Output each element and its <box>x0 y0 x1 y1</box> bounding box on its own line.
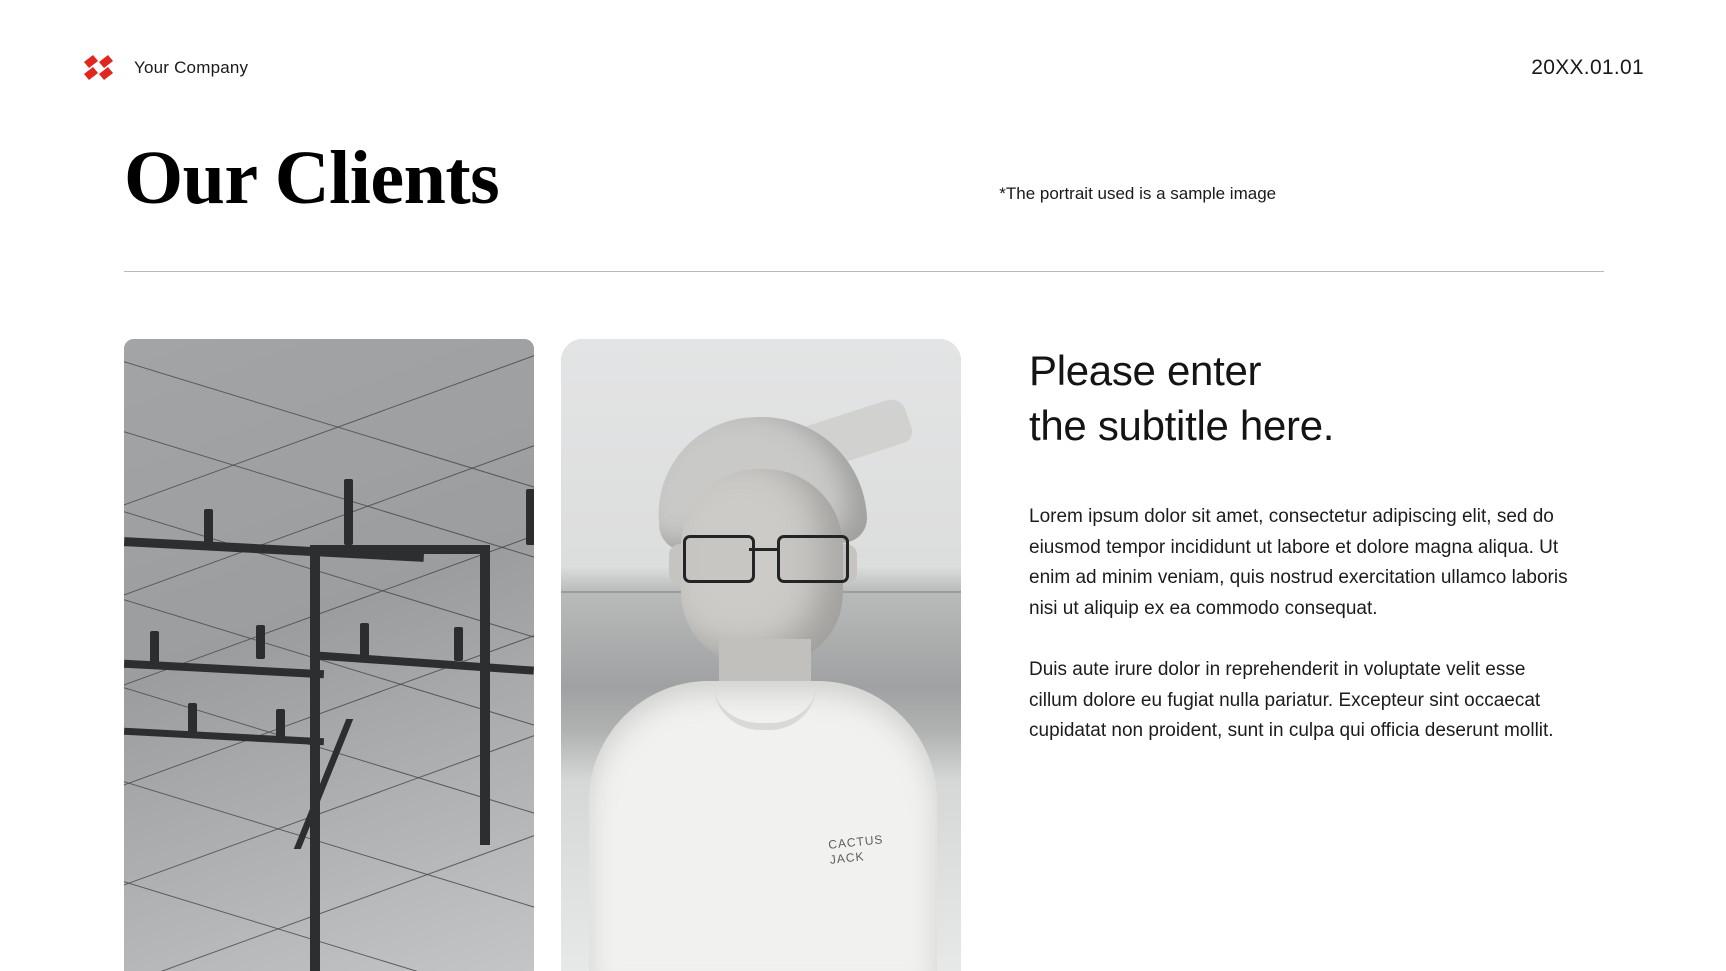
title-note: *The portrait used is a sample image <box>999 184 1277 203</box>
subtitle-line-2: the subtitle here. <box>1029 402 1335 450</box>
shirt-graphic <box>828 832 886 868</box>
subtitle-line-1: Please enter <box>1029 347 1262 394</box>
text-column <box>1029 339 1569 747</box>
glasses-icon <box>681 535 847 579</box>
shirt-text-line1: CACTUS <box>827 832 885 852</box>
portrait-photo <box>561 339 961 971</box>
title-row <box>124 136 1644 220</box>
subtitle <box>1029 343 1569 454</box>
page-title: Our Clients <box>124 136 500 220</box>
brand <box>82 53 248 83</box>
slide-content <box>124 339 1644 971</box>
pylon-photo <box>124 339 534 971</box>
shirt-text-line2: JACK <box>829 849 866 867</box>
body-paragraph-1: Lorem ipsum dolor sit amet, consectetur adipiscing elit, sed do eiusmod tempor incididunt ut labore et dolore magna aliqua. Ut enim ad minim veniam, quis nostrud exercitation ullamco laboris nisi ut aliquip ex ea commodo consequat. <box>1029 505 1568 620</box>
header-date: 20XX.01.01 <box>1531 56 1644 79</box>
company-logo-icon <box>82 53 120 83</box>
header-divider <box>124 271 1604 272</box>
body-paragraph-2: Duis aute irure dolor in reprehenderit in voluptate velit esse cillum dolore eu fugiat nulla pariatur. Excepteur sint occaecat cupidatat non proident, sunt in culpa qui officia deserunt mollit. <box>1029 658 1554 742</box>
slide-header <box>82 48 1644 88</box>
company-name: Your Company <box>134 58 249 77</box>
